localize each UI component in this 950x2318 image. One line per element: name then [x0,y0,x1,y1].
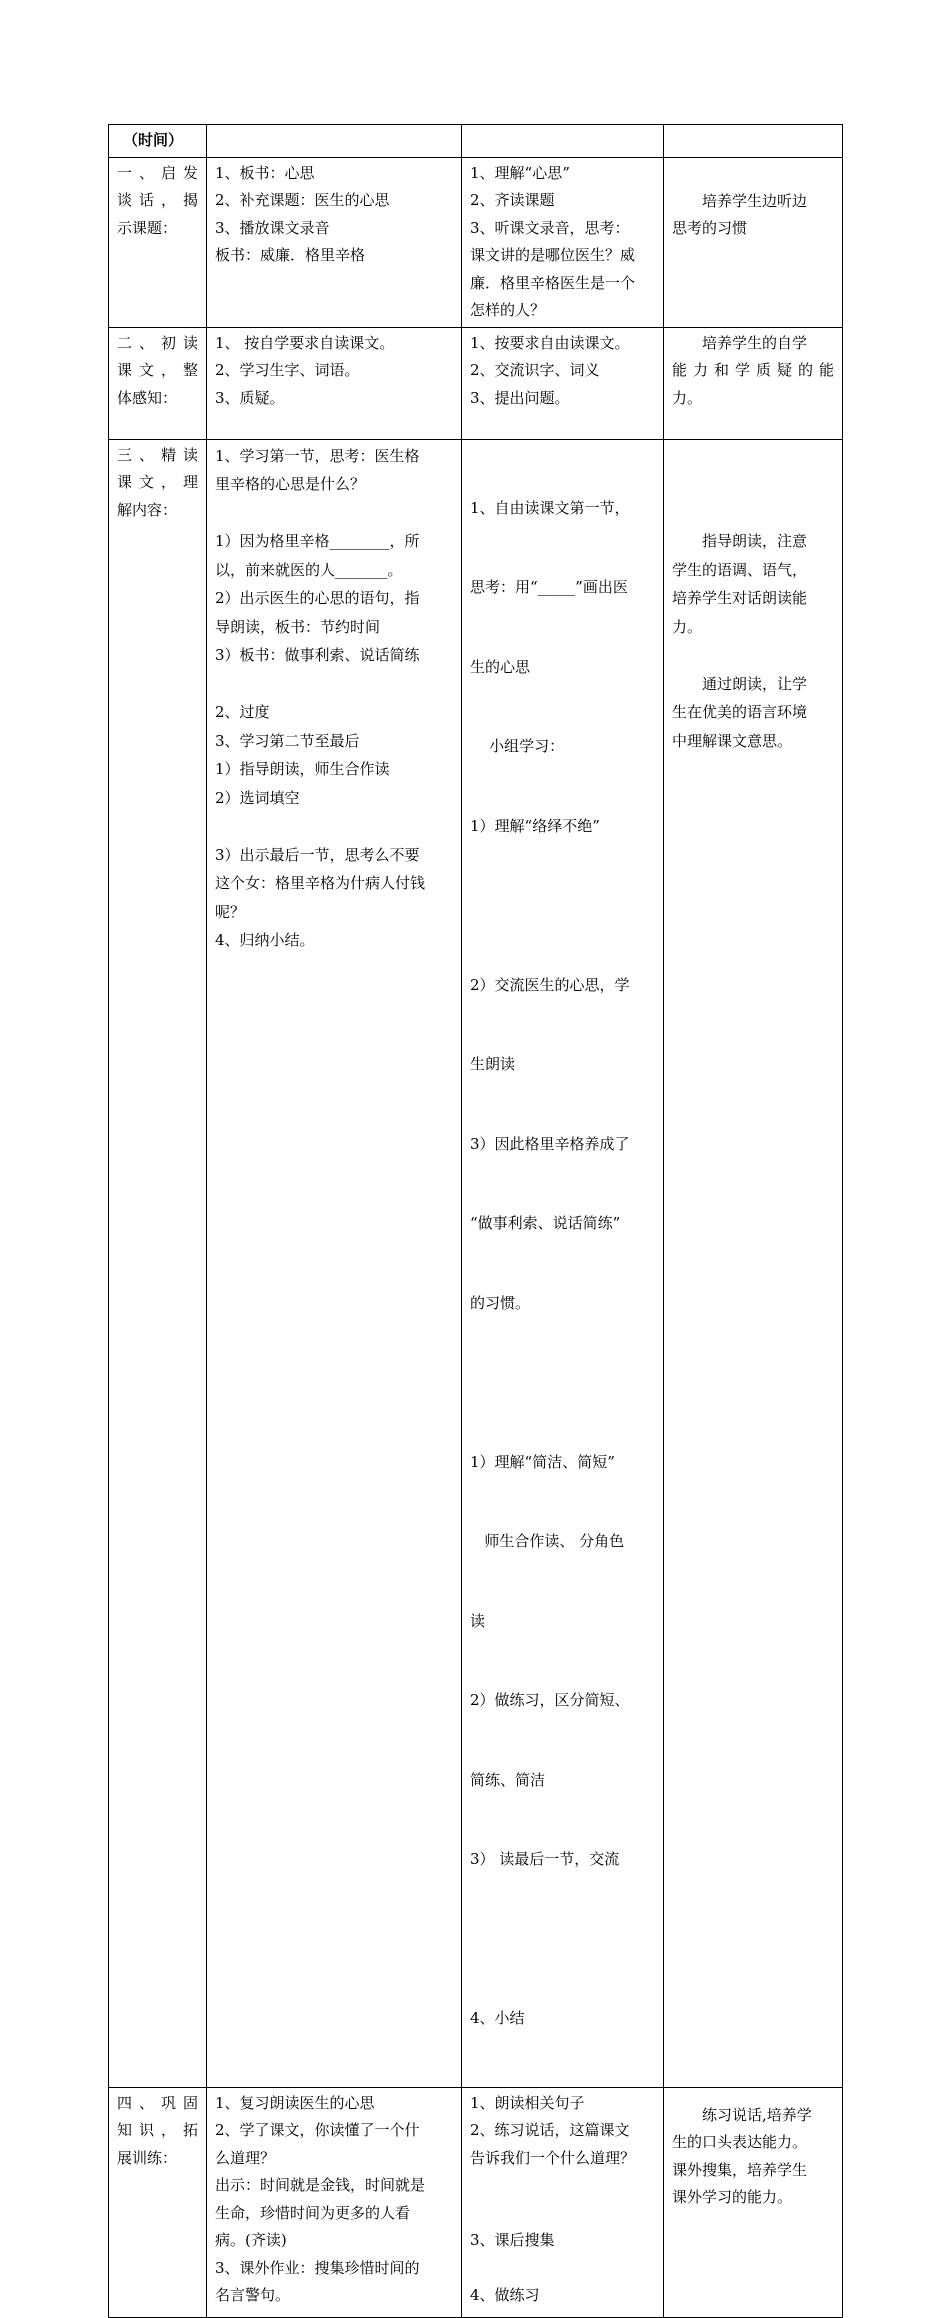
header-cell-empty [462,125,664,158]
lesson-plan-table [108,124,843,2318]
text-line: 1、学习第一节，思考：医生格 [215,446,420,465]
text-line: 3、听课文录音，思考： [470,218,630,237]
text-line: 4、做练习 [470,2286,540,2304]
text-line: 的习惯。 [470,1293,531,1312]
text-line: 廉．格里辛格医生是一个 [470,273,636,292]
text-line [215,499,453,528]
student-activity-cell [462,439,664,2087]
text-line: 培养学生边听边 [702,191,808,210]
design-intent-cell [664,157,843,327]
text-line: 小组学习： [470,737,565,755]
table-row [109,439,843,2087]
text-line: 3、提出问题。 [470,388,570,407]
text-line: 2、学了课文，你读懂了一个什 [215,2121,420,2139]
text-line: 生的口头表达能力。 [672,2133,808,2151]
text-line: 呢？ [215,902,246,921]
teacher-activity-cell [207,157,462,327]
stage-line: 示课题： [117,218,178,237]
text-line: 能力和学质疑的能 [672,361,834,379]
text-line: 读 [470,1611,486,1630]
text-line: 课外学习的能力。 [672,2188,793,2206]
text-line [470,2200,655,2228]
text-line: 板书：威廉．格里辛格 [215,246,366,264]
text-line: 1、 按自学要求自读课文。 [215,333,395,352]
stage-line: 谈话，揭 [117,191,198,209]
text-line: 么道理？ [215,2148,276,2167]
text-line: 培养学生对话朗读能 [672,589,808,607]
text-line: 课外搜集，培养学生 [672,2160,808,2179]
text-line: 1、理解“心思” [470,163,570,182]
text-line: 2）选词填空 [215,788,300,807]
table-header-row [109,125,843,158]
stage-line: 二、初读 [117,333,198,352]
text-line: 3）因此格里辛格养成了 [470,1134,630,1153]
time-header-cell: （时间） [109,125,207,158]
text-line: 1、按要求自由读课文。 [470,333,630,352]
text-line: 2）出示医生的心思的语句，指 [215,589,420,607]
text-line: 2、练习说话，这篇课文 [470,2121,630,2139]
teacher-activity-cell [207,2087,462,2317]
stage-line: 展训练： [117,2148,178,2167]
text-line: 生命，珍惜时间为更多的人看 [215,2203,411,2222]
text-line: 生在优美的语言环境 [672,703,808,721]
text-line: 2、齐读课题 [470,191,555,209]
text-line: 以，前来就医的人_______。 [215,560,403,579]
stage-line: 课文，理 [117,473,198,491]
text-line: 生朗读 [470,1055,516,1073]
text-line: 病。(齐读) [215,2231,287,2249]
stage-line: 体感知： [117,388,178,407]
design-intent-cell [664,2087,843,2317]
text-line: 4、小结 [470,2009,525,2027]
student-activity-cell [462,327,664,439]
stage-cell [109,327,207,439]
text-line: 力。 [672,617,703,636]
teacher-activity-cell [207,327,462,439]
stage-line: 知识，拓 [117,2121,198,2139]
text-line: 出示：时间就是金钱，时间就是 [215,2176,426,2194]
stage-line: 课文，整 [117,361,198,379]
text-line: 里辛格的心思是什么？ [215,475,366,493]
stage-line: 一、启发 [117,163,198,182]
text-line [470,1369,655,1396]
design-intent-cell [664,439,843,2087]
student-activity-cell [462,157,664,327]
text-line: 2、补充课题：医生的心思 [215,191,390,209]
text-line: 1）理解“简洁、简短” [470,1452,615,1471]
text-line: 4、归纳小结。 [215,931,315,949]
text-line [672,470,834,499]
text-line: 2）做练习，区分简短、 [470,1691,630,1709]
stage-line: 三、精读 [117,445,198,464]
text-line: 2）交流医生的心思，学 [470,975,630,994]
text-line: 导朗读，板书：节约时间 [215,617,381,636]
text-line: 3、学习第二节至最后 [215,731,360,750]
stage-line: 四、巩固 [117,2093,198,2112]
text-line: 2、过度 [215,703,270,721]
text-line: 3、质疑。 [215,388,285,407]
text-line: 培养学生的自学 [702,333,808,352]
student-activity-cell [462,2087,664,2317]
text-line: 1、板书：心思 [215,163,315,182]
text-line: 师生合作读、 分角色 [470,1532,625,1550]
text-line: 2、学习生字、词语。 [215,361,360,379]
text-line: 3、播放课文录音 [215,218,330,237]
text-line: 学生的语调、语气， [672,560,808,579]
text-line [672,499,834,528]
teacher-activity-cell [207,439,462,2087]
text-line: 名言警句。 [215,2286,291,2304]
text-line [470,2255,655,2283]
text-line: 1）因为格里辛格________，所 [215,532,420,550]
stage-line: 解内容： [117,500,178,519]
text-line [215,670,453,699]
text-line [215,812,453,841]
header-cell-empty [664,125,843,158]
design-intent-cell [664,327,843,439]
text-line: “做事利索、说话简练” [470,1214,621,1232]
text-line: 中理解课文意思。 [672,731,793,750]
text-line: 通过朗读，让学 [702,674,808,693]
text-line: 1）理解“络绎不绝” [470,816,600,835]
text-line: 力。 [672,388,703,407]
text-line: 思考：用“_____”画出医 [470,578,628,596]
stage-cell [109,2087,207,2317]
text-line: 告诉我们一个什么道理？ [470,2148,636,2167]
text-line: 1）指导朗读，师生合作读 [215,760,390,778]
text-line [470,1926,655,1953]
table-row [109,2087,843,2317]
text-line: 指导朗读，注意 [702,532,808,550]
table-row [109,157,843,327]
text-line: 3）板书：做事利索、说话简练 [215,646,420,664]
header-cell-empty [207,125,462,158]
text-line [672,641,834,670]
text-line: 1、朗读相关句子 [470,2093,585,2112]
text-line: 3）出示最后一节，思考么不要 [215,845,420,864]
text-line: 这个女：格里辛格为什病人付钱 [215,874,426,892]
table-row [109,327,843,439]
text-line [470,892,655,919]
stage-cell [109,439,207,2087]
text-line: 练习说话,培养学 [702,2105,812,2124]
text-line: 1、复习朗读医生的心思 [215,2093,375,2112]
text-line: 生的心思 [470,657,531,676]
text-line: 思考的习惯 [672,219,748,237]
text-line: 2、交流识字、词义 [470,361,600,379]
text-line [470,2172,655,2200]
text-line: 怎样的人？ [470,301,546,319]
text-line: 3） 读最后一节，交流 [470,1850,620,1868]
text-line: 1、自由读课文第一节， [470,498,630,517]
text-line: 课文讲的是哪位医生？威 [470,246,636,264]
text-line [672,442,834,471]
stage-cell [109,157,207,327]
text-line: 3、课外作业：搜集珍惜时间的 [215,2258,420,2277]
text-line: 简练、简洁 [470,1770,546,1789]
text-line: 3、课后搜集 [470,2231,555,2249]
